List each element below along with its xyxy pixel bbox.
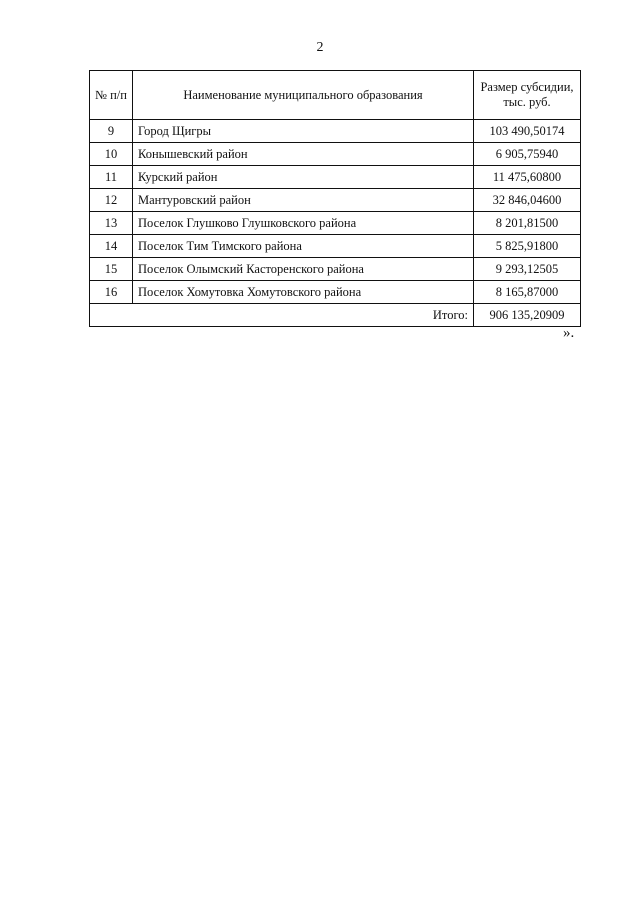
table-row: [90, 281, 581, 304]
row-number: 11: [90, 166, 133, 189]
table-row: [90, 235, 581, 258]
row-name: Поселок Глушково Глушковского района: [133, 212, 474, 235]
row-number: 12: [90, 189, 133, 212]
row-amount: 8 201,81500: [474, 212, 581, 235]
row-name: Мантуровский район: [133, 189, 474, 212]
row-number: 14: [90, 235, 133, 258]
row-name: Конышевский район: [133, 143, 474, 166]
table-row: [90, 189, 581, 212]
table-row: [90, 120, 581, 143]
row-name: Курский район: [133, 166, 474, 189]
row-name: Поселок Олымский Касторенского района: [133, 258, 474, 281]
header-name: Наименование муниципального образования: [133, 71, 474, 120]
header-number: № п/п: [90, 71, 133, 120]
table-header-row: [90, 71, 581, 120]
row-number: 16: [90, 281, 133, 304]
table-row: [90, 258, 581, 281]
total-label: Итого:: [90, 304, 474, 327]
total-amount: 906 135,20909: [474, 304, 581, 327]
row-number: 15: [90, 258, 133, 281]
table-row: [90, 143, 581, 166]
row-name: Город Щигры: [133, 120, 474, 143]
row-amount: 9 293,12505: [474, 258, 581, 281]
header-amount: Размер субсидии, тыс. руб.: [474, 71, 581, 120]
page-number: 2: [316, 40, 324, 55]
row-amount: 6 905,75940: [474, 143, 581, 166]
row-number: 13: [90, 212, 133, 235]
row-amount: 103 490,50174: [474, 120, 581, 143]
table-row: [90, 166, 581, 189]
closing-quote: ».: [563, 325, 575, 341]
row-amount: 32 846,04600: [474, 189, 581, 212]
row-amount: 8 165,87000: [474, 281, 581, 304]
row-name: Поселок Хомутовка Хомутовского района: [133, 281, 474, 304]
subsidies-table: [89, 70, 581, 327]
row-amount: 5 825,91800: [474, 235, 581, 258]
row-number: 10: [90, 143, 133, 166]
row-amount: 11 475,60800: [474, 166, 581, 189]
row-name: Поселок Тим Тимского района: [133, 235, 474, 258]
table-row: [90, 212, 581, 235]
row-number: 9: [90, 120, 133, 143]
total-row: [90, 304, 581, 327]
